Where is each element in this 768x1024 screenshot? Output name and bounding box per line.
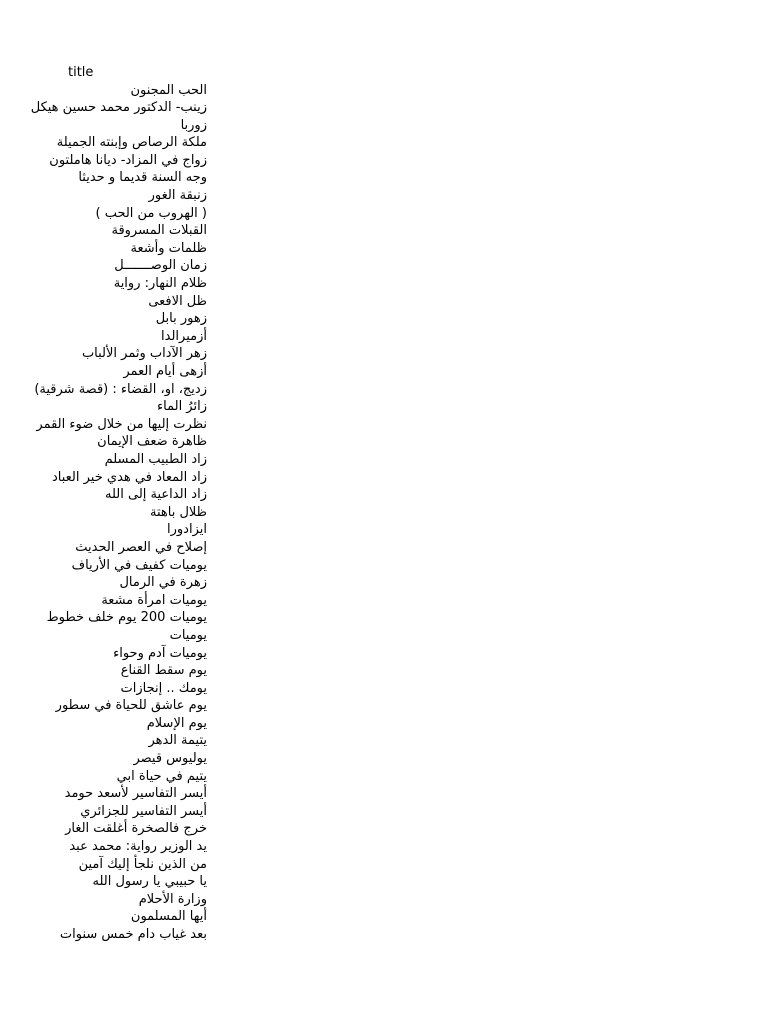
cell[interactable]: زمان الوصـــــــل bbox=[114, 258, 207, 274]
cell[interactable]: زائرُ الماء bbox=[157, 399, 207, 415]
cell[interactable]: زهرة في الرمال bbox=[119, 575, 207, 591]
cell[interactable]: نظرت إليها من خلال ضوء القمر bbox=[36, 416, 207, 432]
cell[interactable]: زنبقة الغور bbox=[148, 188, 207, 204]
cell[interactable]: زهور بابل bbox=[155, 311, 207, 327]
cell[interactable]: يوميات امرأة مشعة bbox=[101, 592, 207, 608]
cell[interactable]: زينب- الدكتور محمد حسين هيكل bbox=[30, 100, 207, 116]
cell[interactable]: زديج، او، القضاء : (قصة شرقية) bbox=[34, 381, 207, 397]
cell[interactable]: وزارة الأحلام bbox=[138, 891, 207, 907]
cell[interactable]: القبلات المسروقة bbox=[111, 223, 207, 239]
cell[interactable]: زاد الداعية إلى الله bbox=[105, 487, 207, 503]
cell[interactable]: زوربا bbox=[180, 117, 207, 133]
cell[interactable]: أيها المسلمون bbox=[130, 909, 207, 925]
cell[interactable]: خرج فالصخرة أغلقت الغار bbox=[65, 821, 207, 837]
cell[interactable]: ظلام النهار: رواية bbox=[113, 276, 207, 292]
cell[interactable]: يا حبيبي يا رسول الله bbox=[92, 874, 207, 890]
cell[interactable]: الحب المجنون bbox=[130, 82, 207, 98]
cell[interactable]: إصلاح في العصر الحديث bbox=[75, 539, 207, 555]
cell[interactable]: أزميرالدا bbox=[161, 328, 207, 344]
cell[interactable]: يد الوزير رواية: محمد عبد bbox=[69, 839, 207, 855]
cell[interactable]: يوم عاشق للحياة في سطور bbox=[55, 698, 207, 714]
cell[interactable]: يوميات آدم وحواء bbox=[113, 645, 207, 661]
cell[interactable]: ظلمات وأشعة bbox=[130, 240, 207, 256]
cell[interactable]: ايزادورا bbox=[167, 522, 207, 538]
column-header-cell[interactable]: title bbox=[68, 65, 94, 80]
cell[interactable]: يتيم في حياة ابي bbox=[116, 768, 207, 784]
cell[interactable]: زواج في المزاد- ديانا هاملتون bbox=[49, 152, 207, 168]
cell[interactable]: أيسر التفاسير لأسعد حومد bbox=[64, 786, 207, 802]
cell[interactable]: أيسر التفاسير للجزائري bbox=[80, 803, 207, 819]
cell[interactable]: يومك .. إنجازات bbox=[120, 680, 207, 696]
cell[interactable]: بعد غياب دام خمس سنوات bbox=[59, 927, 207, 942]
cell[interactable]: يوميات 200 يوم خلف خطوط bbox=[46, 610, 207, 626]
cell[interactable]: يوليوس قيصر bbox=[133, 751, 207, 767]
cell[interactable]: يوميات bbox=[169, 627, 207, 643]
cell[interactable]: يوميات كفيف في الأرياف bbox=[71, 557, 207, 573]
cell[interactable]: ظلال باهتة bbox=[149, 504, 207, 520]
cell[interactable]: يوم الإسلام bbox=[146, 715, 207, 731]
cell[interactable]: أزهى أيام العمر bbox=[123, 364, 207, 379]
cell[interactable]: زاد المعاد في هدي خير العباد bbox=[51, 469, 207, 485]
cell[interactable]: زاد الطبيب المسلم bbox=[104, 451, 207, 467]
cell[interactable]: ( الهروب من الحب ) bbox=[95, 205, 207, 221]
cell[interactable]: ملكة الرصاص وإبنته الجميلة bbox=[56, 135, 207, 151]
cell[interactable]: يتيمة الدهر bbox=[148, 733, 207, 749]
cell[interactable]: ظاهرة ضعف الإيمان bbox=[97, 434, 207, 450]
cell[interactable]: وجه السنة قديما و حديثا bbox=[78, 170, 207, 186]
cell[interactable]: ظل الافعى bbox=[148, 293, 207, 309]
cell[interactable]: يوم سقط القناع bbox=[120, 663, 207, 679]
title-list bbox=[30, 82, 207, 944]
cell[interactable]: من الذين نلجأ إليك آمين bbox=[78, 856, 207, 872]
cell[interactable]: زهر الآداب وثمر الألباب bbox=[81, 346, 207, 362]
